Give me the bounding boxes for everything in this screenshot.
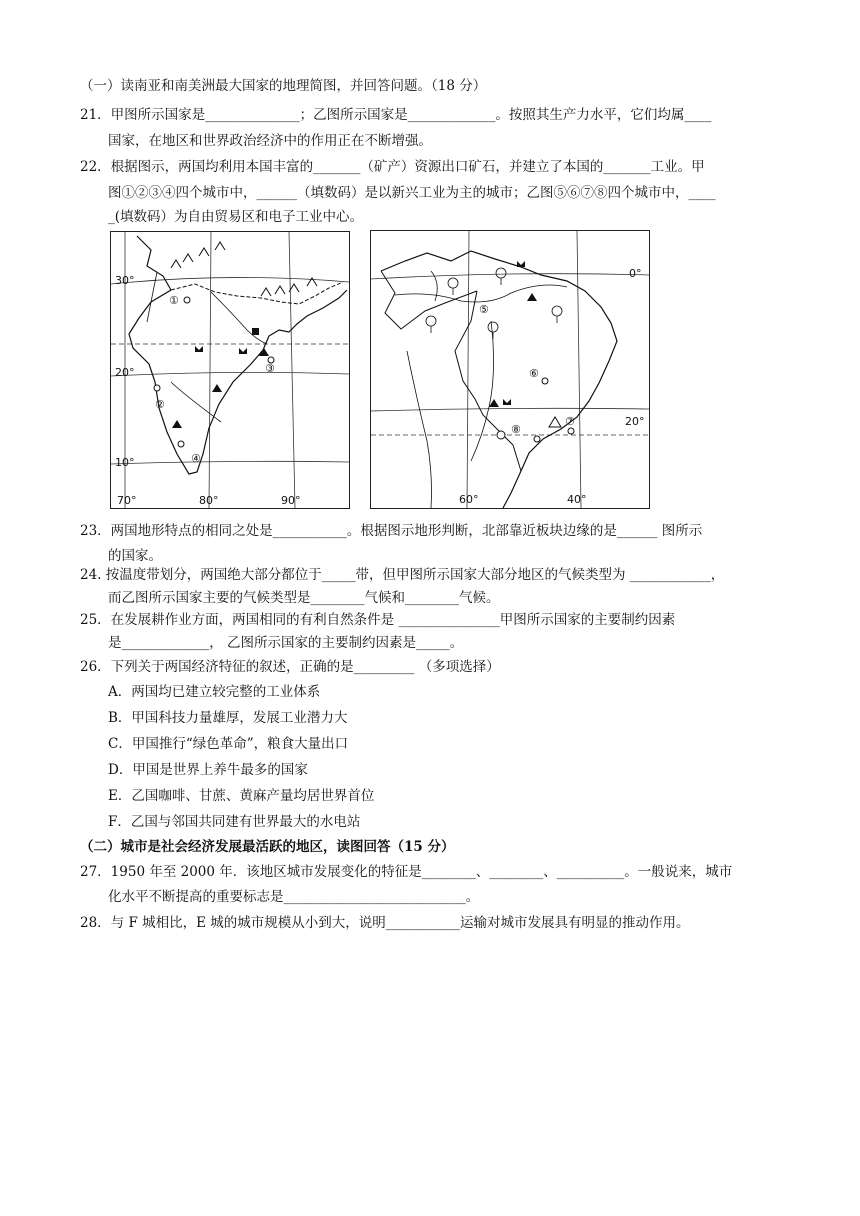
map-b-lat0: 0° bbox=[629, 267, 642, 280]
map-a-city3: ③ bbox=[265, 362, 275, 375]
map-a-lon90: 90° bbox=[281, 494, 301, 507]
q22-line2: 图①②③④四个城市中，______（填数码）是以新兴工业为主的城市；乙图⑤⑥⑦⑧四个城市中，____ bbox=[108, 185, 716, 201]
map-b-city6: ⑥ bbox=[529, 367, 539, 380]
map-a-city4: ④ bbox=[191, 452, 201, 465]
section1-title: （一）读南亚和南美洲最大国家的地理简图，并回答问题。（18 分） bbox=[80, 78, 487, 94]
q26-stem: 26．下列关于两国经济特征的叙述，正确的是_________ （多项选择） bbox=[80, 659, 500, 675]
map-a-lat30: 30° bbox=[115, 274, 135, 287]
q21-line2: 国家，在地区和世界政治经济中的作用正在不断增强。 bbox=[108, 133, 432, 149]
map-b-lat20: 20° bbox=[625, 415, 645, 428]
map-a-lat20: 20° bbox=[115, 366, 135, 379]
q24-line1: 24. 按温度带划分，两国绝大部分都位于_____带，但甲图所示国家大部分地区的气候类型为 ____________， bbox=[80, 567, 725, 583]
map-b-city8: ⑧ bbox=[511, 423, 521, 436]
map-brazil bbox=[370, 230, 650, 509]
map-south-asia bbox=[110, 231, 350, 509]
map-a-lon80: 80° bbox=[199, 494, 219, 507]
q26-option-a: A．两国均已建立较完整的工业体系 bbox=[108, 684, 321, 700]
q25-line2: 是_____________， 乙图所示国家的主要制约因素是_____。 bbox=[108, 635, 464, 651]
q25-line1: 25．在发展耕作业方面，两国相同的有利自然条件是 _______________甲图所示国家的主要制约因素 bbox=[80, 612, 676, 628]
map-b-lon40: 40° bbox=[567, 493, 587, 506]
map-a-lon70: 70° bbox=[117, 494, 137, 507]
section2-title: （二）城市是社会经济发展最活跃的地区，读图回答（15 分） bbox=[80, 839, 455, 855]
q22-line3: _(填数码）为自由贸易区和电子工业中心。 bbox=[108, 209, 364, 225]
q23-line2: 的国家。 bbox=[108, 548, 162, 564]
map-b-city7: ⑦ bbox=[565, 415, 575, 428]
q23-line1: 23．两国地形特点的相同之处是___________。根据图示地形判断，北部靠近板块边缘的是______ 图所示 bbox=[80, 523, 703, 539]
map-a-lat10: 10° bbox=[115, 456, 135, 469]
q27-line1: 27．1950 年至 2000 年．该地区城市发展变化的特征是________、________、__________。一般说来，城市 bbox=[80, 864, 733, 880]
q27-line2: 化水平不断提高的重要标志是___________________________。 bbox=[108, 889, 480, 905]
q28-line1: 28．与 F 城相比，E 城的城市规模从小到大，说明___________运输对城市发展具有明显的推动作用。 bbox=[80, 915, 690, 931]
q22-line1: 22．根据图示，两国均利用本国丰富的_______（矿产）资源出口矿石，并建立了本国的_______工业。甲 bbox=[80, 159, 705, 175]
q26-option-f: F．乙国与邻国共同建有世界最大的水电站 bbox=[108, 814, 361, 830]
q26-option-c: C．甲国推行“绿色革命”，粮食大量出口 bbox=[108, 736, 349, 752]
q26-option-e: E．乙国咖啡、甘蔗、黄麻产量均居世界首位 bbox=[108, 788, 375, 804]
map-b-city5: ⑤ bbox=[479, 303, 489, 316]
map-a-city2: ② bbox=[155, 398, 165, 411]
q21-line1: 21．甲图所示国家是______________；乙图所示国家是_____________。按照其生产力水平，它们均属____ bbox=[80, 107, 712, 123]
q26-option-b: B．甲国科技力量雄厚，发展工业潜力大 bbox=[108, 710, 348, 726]
q26-option-d: D．甲国是世界上养牛最多的国家 bbox=[108, 762, 308, 778]
map-b-lon60: 60° bbox=[459, 493, 479, 506]
map-a-city1: ① bbox=[169, 294, 179, 307]
q24-line2: 而乙图所示国家主要的气候类型是________气候和________气候。 bbox=[108, 590, 500, 606]
